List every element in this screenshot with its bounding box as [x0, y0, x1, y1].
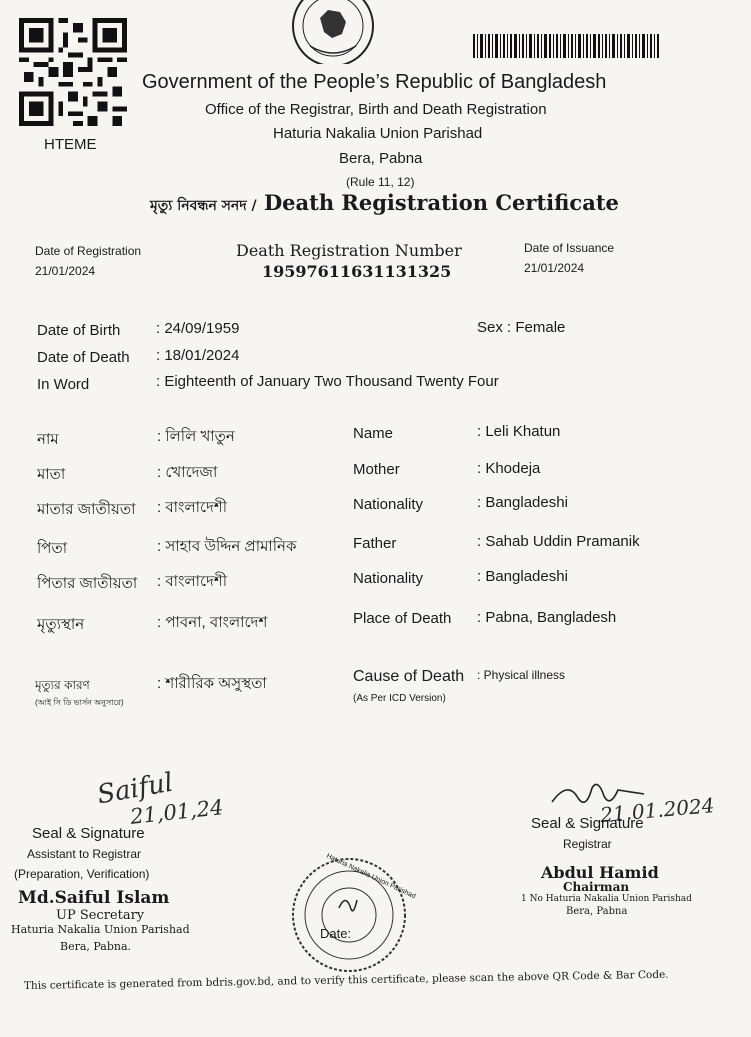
bn-value-place-of-death: : পাবনা, বাংলাদেশ: [157, 614, 268, 631]
en-sub-cause: (As Per ICD Version): [353, 693, 446, 704]
bn-label-father: পিতা: [37, 540, 68, 557]
birth-date-value: : 24/09/1959: [156, 320, 240, 337]
left-handwritten-date: 21,01,24: [129, 795, 225, 829]
right-seal-label: Seal & Signature: [531, 815, 644, 832]
sex-field: Sex : Female: [477, 319, 566, 336]
left-handwritten-signature: Saiful: [94, 767, 176, 811]
en-value-father: : Sahab Uddin Pramanik: [477, 533, 640, 550]
registration-number-value: 19597611631131325: [262, 262, 452, 281]
en-value-mother-nationality: : Bangladeshi: [477, 494, 568, 511]
bn-value-father: : সাহাব উদ্দিন প্রামানিক: [157, 538, 297, 555]
header-office: Office of the Registrar, Birth and Death Registration: [205, 101, 547, 118]
certificate-title: [150, 190, 619, 218]
seal-ring-text: Haturia Nakalia Union Parishad: [325, 852, 417, 901]
barcode: [473, 34, 659, 58]
bn-value-father-nationality: : বাংলাদেশী: [157, 573, 228, 590]
registration-date-label: Date of Registration: [35, 244, 142, 258]
header-union: Haturia Nakalia Union Parishad: [273, 125, 483, 142]
seal-date-text: Date:: [320, 926, 352, 941]
left-stamp-name: Md.Saiful Islam: [18, 888, 170, 908]
en-label-cause: Cause of Death: [353, 668, 465, 685]
en-label-mother: Mother: [353, 461, 400, 478]
bn-value-name: : লিলি খাতুন: [157, 428, 235, 445]
header-government: Government of the People’s Republic of Bangladesh: [142, 71, 607, 93]
registration-number-label: Death Registration Number: [236, 241, 462, 260]
bn-label-name: নাম: [37, 431, 59, 448]
en-value-place-of-death: : Pabna, Bangladesh: [477, 609, 617, 626]
title-english: Death Registration Certificate: [263, 190, 619, 215]
right-handwritten-date: 21.01.2024: [599, 793, 716, 827]
header-rule: (Rule 11, 12): [346, 175, 415, 189]
en-label-father: Father: [353, 535, 397, 552]
en-value-mother: : Khodeja: [477, 460, 541, 477]
en-label-place-of-death: Place of Death: [353, 610, 452, 627]
en-value-father-nationality: : Bangladeshi: [477, 568, 568, 585]
death-date-value: : 18/01/2024: [156, 347, 240, 364]
header-location: Bera, Pabna: [339, 150, 423, 167]
title-bangla: মৃত্যু নিবন্ধন সনদ /: [150, 198, 257, 214]
en-label-mother-nationality: Nationality: [353, 496, 424, 513]
bn-label-cause: মৃত্যুর কারণ: [35, 678, 90, 692]
bn-label-mother-nationality: মাতার জাতীয়তা: [37, 501, 136, 518]
bn-label-mother: মাতা: [37, 466, 66, 483]
bn-value-mother: : খোদেজা: [157, 464, 218, 481]
right-stamp-office: 1 No Haturia Nakalia Union Parishad: [521, 894, 692, 904]
right-stamp-name: Abdul Hamid: [541, 863, 659, 882]
death-date-label: Date of Death: [37, 349, 130, 366]
issuance-date-label: Date of Issuance: [524, 241, 615, 255]
en-value-cause: : Physical illness: [477, 668, 566, 682]
en-value-name: : Leli Khatun: [477, 423, 561, 440]
birth-date-label: Date of Birth: [37, 322, 121, 339]
bn-label-father-nationality: পিতার জাতীয়তা: [37, 575, 138, 592]
registration-date-value: 21/01/2024: [35, 264, 96, 278]
bn-label-place-of-death: মৃত্যুস্থান: [37, 616, 85, 633]
left-seal-label: Seal & Signature: [32, 825, 145, 842]
government-emblem-icon: [290, 0, 376, 64]
left-stamp-title: UP Secretary: [56, 908, 145, 923]
en-label-father-nationality: Nationality: [353, 570, 424, 587]
en-label-name: Name: [353, 425, 394, 442]
qr-caption: HTEME: [44, 136, 97, 153]
right-role: Registrar: [563, 837, 612, 851]
footer-verification-note: This certificate is generated from bdris.gov.bd, and to verify this certificate, please scan the above QR Code & Bar Code.: [23, 968, 669, 992]
bn-value-cause: : শারীরিক অসুস্থতা: [157, 675, 267, 692]
left-stamp-place: Bera, Pabna.: [60, 940, 132, 953]
left-role-sub: (Preparation, Verification): [14, 867, 150, 881]
in-word-label: In Word: [37, 376, 90, 393]
right-stamp-title: Chairman: [563, 880, 630, 894]
right-stamp-place: Bera, Pabna: [566, 906, 628, 917]
left-stamp-office: Haturia Nakalia Union Parishad: [11, 923, 190, 936]
bn-sub-cause: (আই সি ডি ভার্সন অনুসারে): [35, 698, 124, 707]
bn-value-mother-nationality: : বাংলাদেশী: [157, 499, 228, 516]
qr-code: [18, 18, 128, 126]
issuance-date-value: 21/01/2024: [524, 261, 585, 275]
left-role: Assistant to Registrar: [27, 847, 142, 861]
in-word-value: : Eighteenth of January Two Thousand Twenty Four: [156, 373, 499, 390]
union-parishad-seal-icon: [287, 856, 411, 974]
